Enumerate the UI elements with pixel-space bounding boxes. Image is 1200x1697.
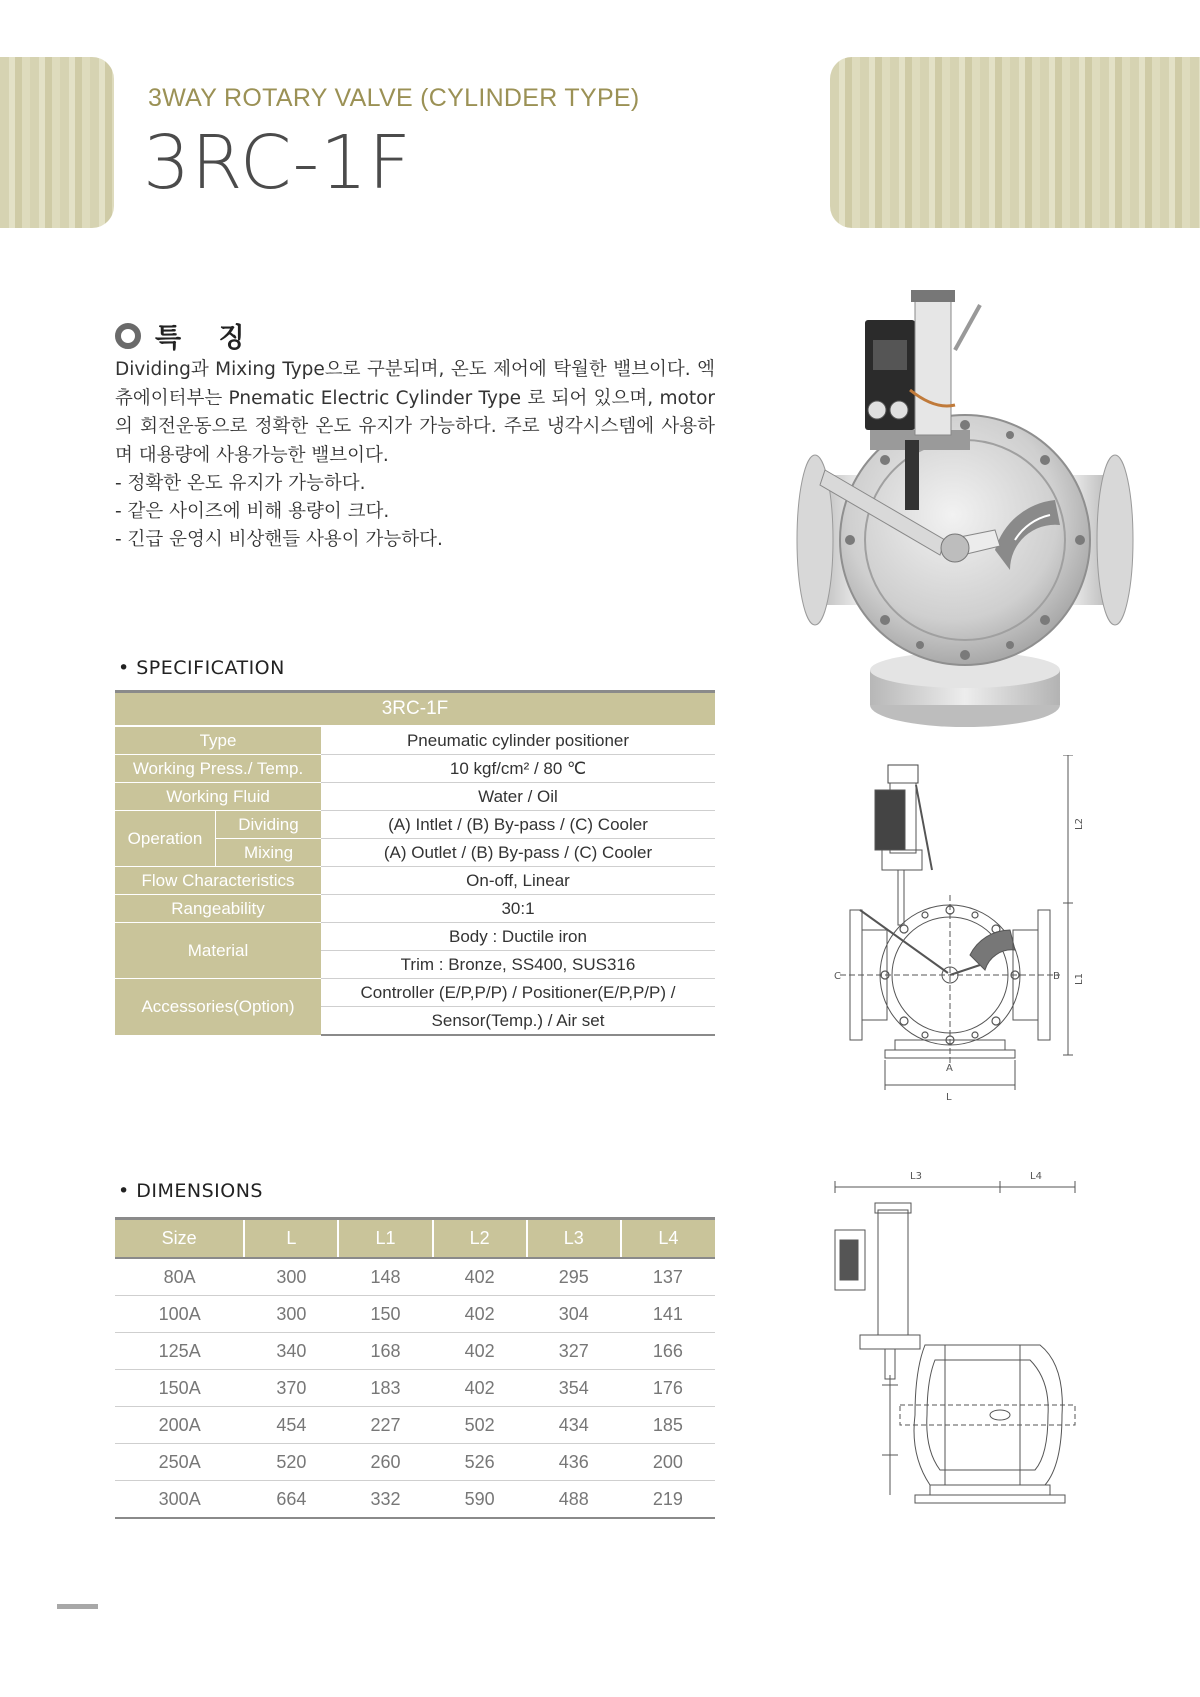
features-heading [115,316,259,355]
features-list [115,470,443,554]
spec-value-cell: (A) Intlet / (B) By-pass / (C) Cooler [321,811,715,839]
spec-label-cell: Rangeability [115,895,321,923]
feature-item: - 같은 사이즈에 비해 용량이 크다. [115,501,390,522]
port-label-a: A [946,1063,953,1074]
dim-value-cell: 590 [433,1481,527,1519]
dim-value-cell: 434 [527,1407,621,1444]
features-title: 특 징 [155,323,259,354]
dim-value-cell: 125A [115,1333,244,1370]
dim-value-cell: 100A [115,1296,244,1333]
features-paragraph: Dividing과 Mixing Type으로 구분되며, 온도 제어에 탁월한 밸브이다. 엑츄에이터부는 Pnematic Electric Cylinder Type 로 되어 있으며, motor의 회전운동으로 정확한 온도 유지가 가능하다. 주로 냉각시스템에 사용하며 대용량에 사용가능한 밸브이다. [115,359,715,466]
spec-label-cell: Material [115,923,321,979]
spec-value-cell: (A) Outlet / (B) By-pass / (C) Cooler [321,839,715,867]
dim-value-cell: 200 [621,1444,715,1481]
dim-header-cell: L4 [621,1219,715,1259]
dim-label-l1: L1 [1074,973,1085,985]
dim-value-cell: 488 [527,1481,621,1519]
spec-value-cell: On-off, Linear [321,867,715,895]
dim-header-cell: L1 [338,1219,432,1259]
dim-label-l2: L2 [1074,818,1085,830]
dim-value-cell: 664 [244,1481,338,1519]
spec-label-cell: Type [115,726,321,755]
spec-sublabel-cell: Mixing [216,839,322,867]
dim-value-cell: 520 [244,1444,338,1481]
dimensions-row [115,1444,715,1481]
dim-value-cell: 402 [433,1333,527,1370]
spec-value-cell: 30:1 [321,895,715,923]
dim-value-cell: 300 [244,1258,338,1296]
dim-value-cell: 402 [433,1296,527,1333]
dim-value-cell: 80A [115,1258,244,1296]
feature-item: - 긴급 운영시 비상핸들 사용이 가능하다. [115,529,443,550]
dim-value-cell: 176 [621,1370,715,1407]
header-band-right [830,57,1200,228]
dimensions-row [115,1370,715,1407]
dim-value-cell: 402 [433,1258,527,1296]
valve-product-photo [795,290,1135,740]
dim-value-cell: 168 [338,1333,432,1370]
dim-value-cell: 183 [338,1370,432,1407]
dim-value-cell: 332 [338,1481,432,1519]
dim-value-cell: 148 [338,1258,432,1296]
spec-label-cell: Working Press./ Temp. [115,755,321,783]
spec-value-cell: Water / Oil [321,783,715,811]
dim-value-cell: 137 [621,1258,715,1296]
spec-label-cell: Accessories(Option) [115,979,321,1036]
dim-value-cell: 227 [338,1407,432,1444]
dim-header-cell: L3 [527,1219,621,1259]
spec-label-cell: Working Fluid [115,783,321,811]
spec-model-header: 3RC-1F [115,692,715,727]
feature-item: - 정확한 온도 유지가 가능하다. [115,473,366,494]
front-view-drawing [820,755,1095,1125]
dimensions-row [115,1258,715,1296]
dim-value-cell: 370 [244,1370,338,1407]
dimensions-header-row [115,1219,715,1259]
dimensions-row [115,1481,715,1519]
dim-value-cell: 150A [115,1370,244,1407]
dim-value-cell: 150 [338,1296,432,1333]
dim-header-cell: L [244,1219,338,1259]
dim-value-cell: 526 [433,1444,527,1481]
page-marker [57,1604,98,1609]
dim-value-cell: 354 [527,1370,621,1407]
specification-label: • SPECIFICATION [118,657,285,679]
spec-value-cell: Controller (E/P,P/P) / Positioner(E/P,P/P) / [321,979,715,1007]
spec-value-cell: Sensor(Temp.) / Air set [321,1007,715,1036]
dim-label-l4: L4 [1030,1171,1042,1182]
dimensions-row [115,1407,715,1444]
dim-label-l: L [946,1092,952,1103]
dim-value-cell: 166 [621,1333,715,1370]
specification-table [115,690,715,1036]
dim-value-cell: 141 [621,1296,715,1333]
model-title: 3RC-1F [143,120,412,206]
dim-value-cell: 295 [527,1258,621,1296]
dim-value-cell: 502 [433,1407,527,1444]
dim-value-cell: 327 [527,1333,621,1370]
dimensions-row [115,1333,715,1370]
port-label-b: B [1053,971,1060,982]
dim-value-cell: 200A [115,1407,244,1444]
product-subtitle: 3WAY ROTARY VALVE (CYLINDER TYPE) [148,84,640,112]
spec-sublabel-cell: Dividing [216,811,322,839]
spec-value-cell: Body : Ductile iron [321,923,715,951]
dim-value-cell: 260 [338,1444,432,1481]
side-view-drawing [830,1165,1085,1510]
dimensions-label: • DIMENSIONS [118,1180,263,1202]
dim-value-cell: 219 [621,1481,715,1519]
dim-value-cell: 454 [244,1407,338,1444]
dimensions-row [115,1296,715,1333]
dim-value-cell: 300 [244,1296,338,1333]
dim-header-cell: L2 [433,1219,527,1259]
port-label-c: C [834,971,841,982]
circle-bullet-icon [115,323,141,349]
dim-value-cell: 436 [527,1444,621,1481]
dim-value-cell: 402 [433,1370,527,1407]
spec-label-cell: Operation [115,811,216,867]
spec-value-cell: Trim : Bronze, SS400, SUS316 [321,951,715,979]
dim-value-cell: 250A [115,1444,244,1481]
spec-label-cell: Flow Characteristics [115,867,321,895]
dim-value-cell: 340 [244,1333,338,1370]
dim-value-cell: 304 [527,1296,621,1333]
dim-value-cell: 300A [115,1481,244,1519]
dim-header-cell: Size [115,1219,244,1259]
spec-value-cell: Pneumatic cylinder positioner [321,726,715,755]
dim-label-l3: L3 [910,1171,922,1182]
header-band-left [0,57,114,228]
dimensions-table [115,1217,715,1519]
spec-value-cell: 10 kgf/cm² / 80 ℃ [321,755,715,783]
dim-value-cell: 185 [621,1407,715,1444]
